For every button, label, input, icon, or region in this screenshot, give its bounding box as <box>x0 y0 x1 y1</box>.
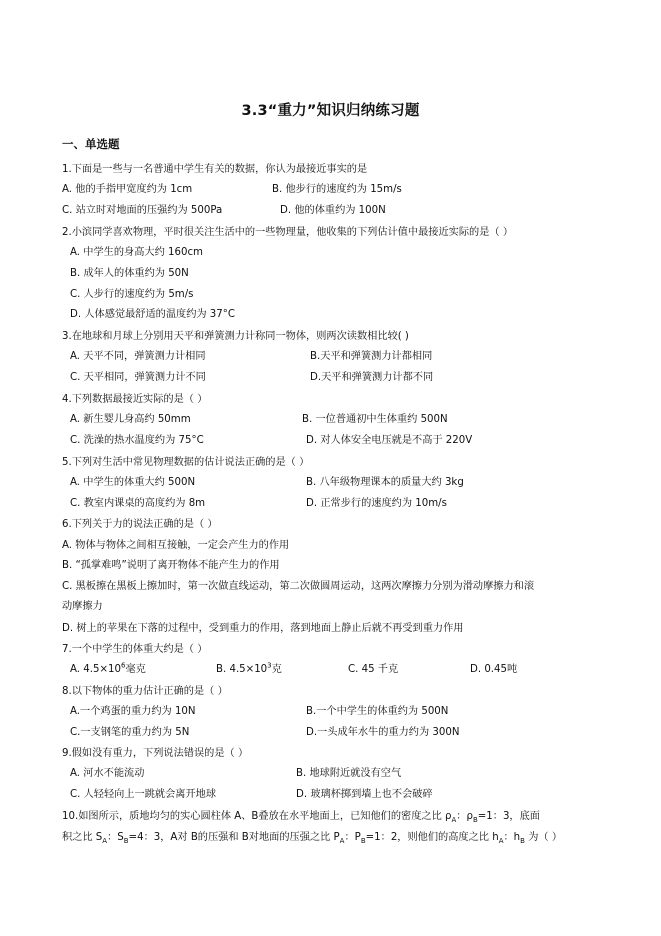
question-8-option-b: B.一个中学生的体重约为 500N <box>306 706 449 717</box>
question-7-option-b: B. $4.5\times 10^3$克 <box>216 661 282 675</box>
question-10-stem-line1: 10.如图所示，质地均匀的实心圆柱体 A、B叠放在水平地面上，已知他们的密度之比 $\rho_A$：$\rho_B=1$：3，底面 <box>62 811 540 825</box>
section-heading: 一、单选题 <box>62 137 120 151</box>
question-1-option-c: C. 站立时对地面的压强约为 500Pa <box>62 205 223 216</box>
page-title: 3.3“重力”知识归纳练习题 <box>241 103 420 119</box>
question-8-option-c: C.一支钢笔的重力约为 5N <box>70 727 190 738</box>
question-5-option-d: D. 正常步行的速度约为 10m/s <box>306 498 447 509</box>
question-9-stem: 9.假如没有重力，下列说法错误的是（ ） <box>62 748 249 759</box>
question-2-option-d: D. 人体感觉最舒适的温度约为 37°C <box>70 309 235 320</box>
question-3-option-d: D.天平和弹簧测力计都不同 <box>310 372 434 383</box>
question-2-option-c: C. 人步行的速度约为 5m/s <box>70 289 194 300</box>
question-6-option-c-line2: 动摩擦力 <box>62 601 103 612</box>
question-7-stem: 7.一个中学生的体重大约是（ ） <box>62 644 208 655</box>
question-5-option-c: C. 教室内课桌的高度约为 8m <box>70 498 206 509</box>
question-5-option-b: B. 八年级物理课本的质量大约 3kg <box>306 477 464 488</box>
question-9-option-d: D. 玻璃杯掷到墙上也不会破碎 <box>296 789 433 800</box>
question-8-option-d: D.一头成年水牛的重力约为 300N <box>306 727 460 738</box>
question-1-stem: 1.下面是一些与一名普通中学生有关的数据，你认为最接近事实的是 <box>62 164 368 175</box>
question-6-option-b: B. “孤掌难鸣”说明了离开物体不能产生力的作用 <box>62 560 280 571</box>
question-1-option-b: B. 他步行的速度约为 15m/s <box>272 184 402 195</box>
question-9-option-c: C. 人轻轻向上一跳就会离开地球 <box>70 789 217 800</box>
question-6-option-a: A. 物体与物体之间相互接触，一定会产生力的作用 <box>62 540 290 551</box>
question-6-option-d: D. 树上的苹果在下落的过程中，受到重力的作用，落到地面上静止后就不再受到重力作用 <box>62 623 464 634</box>
question-3-option-b: B.天平和弹簧测力计都相同 <box>310 351 433 362</box>
question-4-option-a: A. 新生婴儿身高约 50mm <box>70 414 191 425</box>
question-7-option-a: A. $4.5\times 10^6$毫克 <box>70 661 146 675</box>
question-7-option-c: C. 45 千克 <box>348 664 399 675</box>
question-2-option-b: B. 成年人的体重约为 50N <box>70 268 189 279</box>
question-2-option-a: A. 中学生的身高大约 160cm <box>70 247 203 258</box>
question-9-option-b: B. 地球附近就没有空气 <box>296 768 402 779</box>
question-2-stem: 2.小滨同学喜欢物理，平时很关注生活中的一些物理量，他收集的下列估计值中最接近实际的是（ ） <box>62 227 514 238</box>
question-3-stem: 3.在地球和月球上分别用天平和弹簧测力计称同一物体，则两次读数相比较( ) <box>62 331 409 342</box>
question-3-option-c: C. 天平相同，弹簧测力计不同 <box>70 372 206 383</box>
question-4-stem: 4.下列数据最接近实际的是（ ） <box>62 394 208 405</box>
question-5-option-a: A. 中学生的体重大约 500N <box>70 477 196 488</box>
question-7-option-d: D. 0.45吨 <box>470 664 518 675</box>
question-4-option-c: C. 洗澡的热水温度约为 75°C <box>70 435 204 446</box>
question-5-stem: 5.下列对生活中常见物理数据的估计说法正确的是（ ） <box>62 457 310 468</box>
question-1-option-a: A. 他的手指甲宽度约为 1cm <box>62 184 193 195</box>
question-10-stem-line2: 积之比 $S_A$：$S_B=4$：3，A对 B的压强和 B对地面的压强之比 $P_A$：$P_B=1$：2，则他们的高度之比 $h_A$：$h_B$ 为（ ） <box>62 832 563 846</box>
question-3-option-a: A. 天平不同，弹簧测力计相同 <box>70 351 206 362</box>
question-4-option-b: B. 一位普通初中生体重约 500N <box>302 414 448 425</box>
question-4-option-d: D. 对人体安全电压就是不高于 220V <box>306 435 473 446</box>
question-6-stem: 6.下列关于力的说法正确的是（ ） <box>62 519 218 530</box>
question-8-stem: 8.以下物体的重力估计正确的是（ ） <box>62 686 228 697</box>
question-1-option-d: D. 他的体重约为 100N <box>280 205 386 216</box>
question-9-option-a: A. 河水不能流动 <box>70 768 145 779</box>
question-8-option-a: A.一个鸡蛋的重力约为 10N <box>70 706 196 717</box>
question-6-option-c-line1: C. 黑板擦在黑板上擦加时，第一次做直线运动，第二次做圆周运动，这两次摩擦力分别为滑动摩擦力和滚 <box>62 581 535 592</box>
